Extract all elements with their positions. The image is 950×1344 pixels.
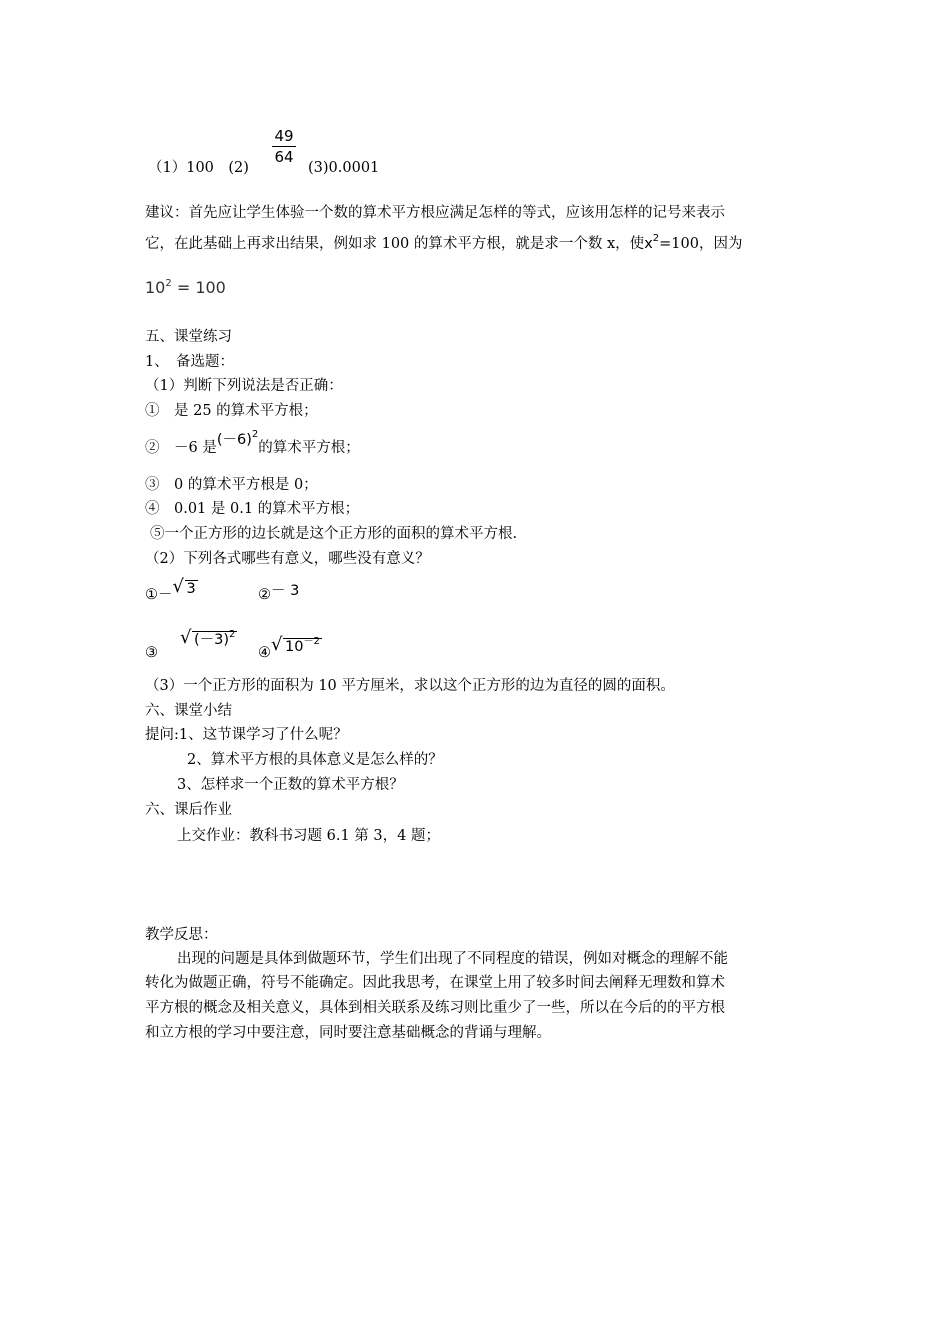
reflection-line-2: 转化为做题正确，符号不能确定。因此我思考，在课堂上用了较多时间去阐释无理数和算术 [145,975,725,991]
sqrt-3-math: √ 3 [172,576,196,597]
statement-5: ⑤一个正方形的边长就是这个正方形的面积的算术平方根. [150,526,518,542]
homework-title: 六、课后作业 [145,802,232,818]
suggestion-line-2b: =100，因为 [659,236,743,252]
homework-line: 上交作业：教科书习题 6.1 第 3，4 题； [177,828,440,844]
expression-2: ②－ 3 [258,583,300,603]
neg6-squared-math: $(-6)^2$ [216,429,259,448]
statement-3: ③ 0 的算术平方根是 0； [145,477,318,493]
statement-4: ④ 0.01 是 0.1 的算术平方根； [145,501,360,517]
section-5-item-1: 1、 备选题： [145,354,234,370]
summary-line-3: 3、怎样求一个正数的算术平方根？ [177,777,404,793]
section-6-title: 六、课堂小结 [145,703,232,719]
reflection-line-3: 平方根的概念及相关意义，具体到相关联系及练习则比重少了一些，所以在今后的的平方根 [145,1000,725,1016]
summary-line-1: 提问:1、这节课学习了什么呢？ [145,727,348,743]
example-part1: （1）100 (2) [148,160,249,176]
expression-4: ④ √ $10^{-2}$ [258,634,320,661]
question-2: （2）下列各式哪些有意义，哪些没有意义？ [145,551,430,567]
reflection-line-1: 出现的问题是具体到做题环节，学生们出现了不同程度的错误，例如对概念的理解不能 [177,951,728,967]
expression-1: ①－ √ 3 [145,576,196,603]
summary-line-2: 2、算术平方根的具体意义是怎么样的？ [187,752,443,768]
fraction-numerator: 49 [274,127,294,145]
suggestion-line-2a: 它，在此基础上再求出结果，例如求 100 的算术平方根，就是求一个数 x，使 [145,236,645,252]
x-squared-math: $x^2$ [644,233,660,252]
section-5-title: 五、课堂练习 [145,329,232,345]
formula-10-squared: $10^2 = 100$ [145,278,226,297]
sqrt-neg3-squared: √ $(-3)^2$ [180,627,236,648]
statement-2: ② －6 是$(-6)^2$的算术平方根； [145,429,360,456]
suggestion-line-1: 建议：首先应让学生体验一个数的算术平方根应满足怎样的等式，应该用怎样的记号来表示 [145,205,725,221]
sqrt-10-neg2: √ $10^{-2}$ [271,634,320,655]
question-1: （1）判断下列说法是否正确： [145,378,343,394]
expression-3-math [180,627,237,652]
reflection-line-4: 和立方根的学习中要注意，同时要注意基础概念的背诵与理解。 [145,1025,551,1041]
statement-1: ① 是 25 的算术平方根； [145,403,318,419]
fraction-denominator: 64 [274,148,294,166]
expression-3-label: ③ [145,645,158,661]
example-part3: (3)0.0001 [308,160,380,176]
question-3: （3）一个正方形的面积为 10 平方厘米，求以这个正方形的边为直径的圆的面积。 [145,678,675,694]
suggestion-line-2 [145,234,742,256]
fraction-49-64 [272,128,296,165]
reflection-title: 教学反思： [145,927,218,943]
